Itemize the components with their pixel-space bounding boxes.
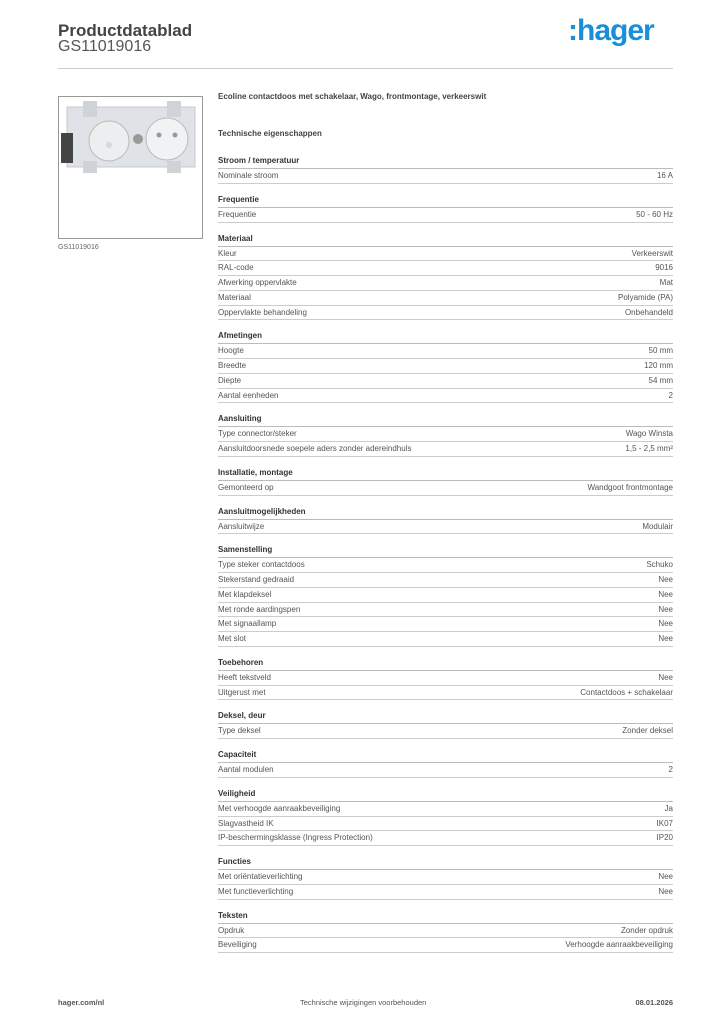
spec-row	[218, 208, 673, 223]
spec-label: Met slot	[218, 634, 247, 643]
spec-value: Polyamide (PA)	[618, 292, 673, 302]
spec-row	[218, 924, 673, 939]
spec-value: IK07	[656, 818, 673, 828]
spec-value: Zonder opdruk	[620, 925, 673, 935]
spec-value: Onbehandeld	[624, 307, 673, 317]
spec-value: Zonder deksel	[622, 726, 673, 736]
spec-value: Ja	[664, 803, 673, 813]
spec-label: Aansluitwijze	[218, 521, 265, 531]
spec-row	[218, 261, 673, 276]
spec-section	[218, 787, 673, 846]
section-heading: Afmetingen	[218, 329, 673, 344]
spec-value: Nee	[658, 886, 673, 896]
section-heading: Samenstelling	[218, 543, 673, 558]
spec-row	[218, 389, 673, 404]
spec-label: Uitgerust met	[218, 687, 266, 697]
spec-label: Slagvastheid IK	[218, 818, 274, 828]
spec-label: Nominale stroom	[218, 171, 279, 180]
spec-section	[218, 855, 673, 900]
spec-row	[218, 359, 673, 374]
section-heading: Toebehoren	[218, 656, 673, 671]
image-caption: GS11019016	[58, 244, 99, 251]
spec-section	[218, 505, 673, 535]
spec-row	[218, 686, 673, 701]
spec-label: Met verhoogde aanraakbeveiliging	[218, 803, 341, 813]
spec-section	[218, 412, 673, 457]
spec-value: IP20	[656, 833, 673, 843]
page-title: Productdatablad	[58, 21, 193, 40]
spec-row	[218, 291, 673, 306]
spec-row	[218, 802, 673, 817]
spec-label: Aantal eenheden	[218, 390, 279, 400]
tech-heading: Technische eigenschappen	[218, 129, 322, 138]
spec-label: Heeft tekstveld	[218, 672, 271, 682]
section-heading: Functies	[218, 855, 673, 870]
footer-website[interactable]: hager.com/nl	[58, 998, 105, 1007]
spec-row	[218, 870, 673, 885]
spec-section	[218, 466, 673, 496]
spec-value: Nee	[658, 872, 673, 881]
spec-row	[218, 374, 673, 389]
spec-row	[218, 817, 673, 832]
section-heading: Capaciteit	[218, 748, 673, 763]
section-heading: Teksten	[218, 909, 673, 924]
spec-row	[218, 247, 673, 262]
spec-label: Beveiliging	[218, 940, 257, 950]
spec-label: Met functieverlichting	[218, 886, 294, 896]
spec-value: 9016	[655, 263, 673, 273]
spec-label: Met klapdeksel	[218, 589, 272, 599]
spec-row	[218, 603, 673, 618]
spec-value: 54 mm	[648, 375, 673, 385]
spec-row	[218, 573, 673, 588]
spec-row	[218, 671, 673, 686]
spec-value: 120 mm	[644, 361, 673, 370]
spec-value: Wago Winsta	[625, 429, 673, 439]
spec-label: Kleur	[218, 248, 237, 258]
spec-section	[218, 709, 673, 739]
spec-row	[218, 617, 673, 632]
spec-sections	[218, 154, 673, 953]
product-image	[58, 96, 203, 239]
spec-row	[218, 588, 673, 603]
spec-label: Oppervlakte behandeling	[218, 307, 307, 317]
spec-section	[218, 329, 673, 403]
spec-row	[218, 831, 673, 846]
spec-value: Nee	[658, 604, 673, 614]
spec-value: 50 mm	[648, 346, 673, 356]
section-heading: Frequentie	[218, 193, 673, 208]
product-code: GS11019016	[58, 38, 152, 55]
spec-value: Contactdoos + schakelaar	[580, 687, 673, 697]
spec-row	[218, 724, 673, 739]
spec-value: Nee	[658, 672, 673, 682]
spec-value: Nee	[658, 634, 673, 643]
spec-value: 50 - 60 Hz	[636, 209, 673, 219]
spec-label: Afwerking oppervlakte	[218, 278, 297, 287]
spec-value: Nee	[658, 589, 673, 599]
spec-label: Met ronde aardingspen	[218, 604, 301, 614]
spec-value: Schuko	[646, 560, 673, 570]
spec-value: Wandgoot frontmontage	[587, 482, 673, 492]
section-heading: Installatie, montage	[218, 466, 673, 481]
footer-date: 08.01.2026	[635, 998, 673, 1007]
footer-disclaimer: Technische wijzigingen voorbehouden	[300, 998, 427, 1007]
spec-label: Met signaallamp	[218, 619, 277, 629]
header-divider	[58, 68, 673, 69]
spec-row	[218, 306, 673, 321]
spec-section	[218, 909, 673, 954]
hager-logo: :hager	[568, 14, 654, 47]
spec-label: Met oriëntatieverlichting	[218, 872, 303, 881]
spec-row	[218, 169, 673, 184]
spec-value: 16 A	[656, 171, 673, 180]
spec-value: 2	[668, 765, 673, 774]
spec-label: Frequentie	[218, 209, 257, 219]
spec-row	[218, 442, 673, 457]
spec-section	[218, 748, 673, 778]
spec-row	[218, 344, 673, 359]
spec-label: Aansluitdoorsnede soepele aders zonder adereindhuls	[218, 444, 412, 453]
spec-row	[218, 427, 673, 442]
spec-section	[218, 154, 673, 184]
spec-row	[218, 763, 673, 778]
spec-value: 2	[668, 390, 673, 400]
spec-label: Stekerstand gedraaid	[218, 575, 295, 584]
spec-section	[218, 543, 673, 647]
spec-label: Type steker contactdoos	[218, 560, 305, 570]
spec-label: Opdruk	[218, 925, 245, 935]
spec-label: Aantal modulen	[218, 765, 274, 774]
spec-row	[218, 938, 673, 953]
spec-row	[218, 520, 673, 535]
section-heading: Stroom / temperatuur	[218, 154, 673, 169]
spec-label: Breedte	[218, 361, 247, 370]
spec-label: RAL-code	[218, 263, 254, 273]
spec-value: Modulair	[642, 521, 673, 531]
spec-section	[218, 656, 673, 701]
section-heading: Materiaal	[218, 232, 673, 247]
spec-label: Gemonteerd op	[218, 482, 274, 492]
spec-label: IP-beschermingsklasse (Ingress Protection)	[218, 833, 373, 843]
spec-row	[218, 558, 673, 573]
spec-section	[218, 193, 673, 223]
spec-label: Hoogte	[218, 346, 244, 356]
spec-content	[218, 92, 673, 962]
spec-row	[218, 481, 673, 496]
section-heading: Aansluiting	[218, 412, 673, 427]
spec-value: 1,5 - 2,5 mm²	[625, 444, 673, 453]
section-heading: Deksel, deur	[218, 709, 673, 724]
spec-label: Type connector/steker	[218, 429, 297, 439]
spec-label: Type deksel	[218, 726, 261, 736]
spec-value: Mat	[659, 278, 673, 287]
section-heading: Aansluitmogelijkheden	[218, 505, 673, 520]
spec-value: Verkeerswit	[631, 248, 673, 258]
spec-value: Verhoogde aanraakbeveiliging	[565, 940, 673, 950]
section-heading: Veiligheid	[218, 787, 673, 802]
spec-row	[218, 632, 673, 647]
spec-row	[218, 885, 673, 900]
spec-value: Nee	[658, 575, 673, 584]
spec-label: Materiaal	[218, 292, 251, 302]
spec-label: Diepte	[218, 375, 242, 385]
spec-value: Nee	[658, 619, 673, 629]
spec-row	[218, 276, 673, 291]
product-description: Ecoline contactdoos met schakelaar, Wago, frontmontage, verkeerswit	[218, 92, 487, 101]
spec-section	[218, 232, 673, 321]
